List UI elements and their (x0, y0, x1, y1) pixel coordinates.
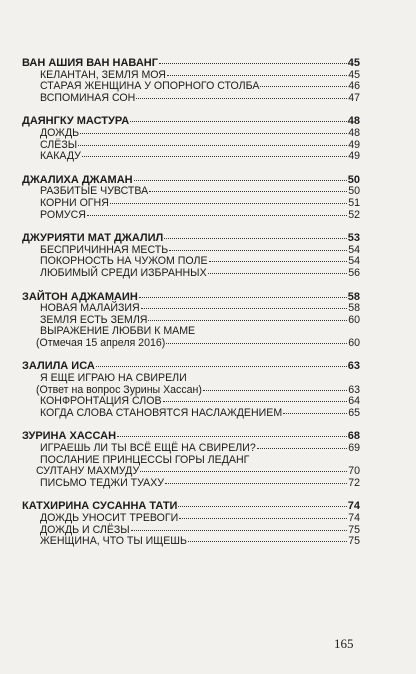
dot-leader (136, 98, 347, 99)
poem-entry-title: ДОЖДЬ И СЛЁЗЫ (40, 523, 130, 536)
poem-entry-page: 50 (348, 185, 360, 198)
author-entry-page: 63 (347, 360, 360, 373)
poem-entry (22, 210, 360, 222)
poem-entry (22, 93, 360, 105)
author-entry-page: 48 (347, 115, 360, 128)
poem-entry-page: 75 (348, 523, 360, 536)
poem-entry-page: 47 (348, 91, 360, 104)
poem-entry-title: ЛЮБИМЫЙ СРЕДИ ИЗБРАННЫХ (40, 266, 207, 279)
poem-entry-title: РАЗБИТЫЕ ЧУВСТВА (40, 185, 149, 198)
poem-entry-title: СТАРАЯ ЖЕНЩИНА У ОПОРНОГО СТОЛБА (40, 80, 260, 93)
poem-entry-title: ДОЖДЬ (40, 126, 80, 139)
author-entry-title: ЗАЛИЛА ИСА (22, 360, 95, 373)
poem-entry-page: 74 (348, 512, 360, 524)
poem-entry (22, 478, 360, 490)
author-entry-title: ЗУРИНА ХАССАН (22, 430, 117, 443)
author-entry-page: 58 (347, 290, 360, 303)
poem-entry-title: ВСПОМИНАЯ СОН (40, 91, 136, 104)
toc-section (22, 361, 360, 419)
poem-entry-page: 46 (348, 80, 360, 93)
author-entry-page: 68 (347, 430, 360, 443)
poem-entry-title: (Отмечая 15 апреля 2016) (36, 336, 166, 349)
poem-entry (22, 338, 360, 350)
dot-leader (257, 448, 347, 449)
poem-entry-title: (Ответ на вопрос Зурины Хассан) (36, 383, 202, 396)
poem-entry (22, 198, 360, 210)
poem-entry (22, 128, 360, 140)
poem-entry-page: 49 (348, 150, 360, 163)
poem-entry-title: ДОЖДЬ УНОСИТ ТРЕВОГИ (40, 512, 179, 524)
dot-leader (283, 413, 347, 414)
author-entry-title: ЗАЙТОН АДЖАМАИН (22, 290, 138, 303)
dot-leader (96, 366, 347, 367)
poem-entry-page: 64 (348, 395, 360, 408)
toc-section (22, 233, 360, 279)
poem-entry-page: 60 (348, 313, 360, 326)
dot-leader (165, 483, 347, 484)
poem-entry-page: 48 (348, 126, 360, 139)
poem-entry-page: 54 (348, 255, 360, 268)
poem-entry-title: КЕЛАНТАН, ЗЕМЛЯ МОЯ (40, 68, 166, 81)
poem-entry-title: ВЫРАЖЕНИЕ ЛЮБВИ К МАМЕ (40, 325, 196, 338)
dot-leader (203, 390, 347, 391)
poem-entry-title: КОГДА СЛОВА СТАНОВЯТСЯ НАСЛАЖДЕНИЕМ (40, 406, 283, 419)
toc-section (22, 501, 360, 547)
toc-section (22, 116, 360, 162)
dot-leader (117, 436, 347, 437)
poem-entry-page: 51 (348, 196, 360, 209)
table-of-contents (22, 58, 360, 548)
dot-leader (209, 261, 347, 262)
poem-entry-title: ПОСЛАНИЕ ПРИНЦЕССЫ ГОРЫ ЛЕДАНГ (40, 453, 250, 466)
author-entry-title: ДЖАЛИХА ДЖАМАН (22, 173, 133, 186)
poem-entry-title: ЗЕМЛЯ ЕСТЬ ЗЕМЛЯ (40, 313, 148, 326)
poem-entry-title: ПОКОРНОСТЬ НА ЧУЖОМ ПОЛЕ (40, 255, 208, 268)
dot-leader (208, 273, 347, 274)
toc-section (22, 175, 360, 221)
dot-leader (167, 75, 347, 76)
poem-entry-title: СУЛТАНУ МАХМУДУ (36, 465, 140, 478)
poem-entry-title: ИГРАЕШЬ ЛИ ТЫ ВСЁ ЕЩЁ НА СВИРЕЛИ? (40, 442, 256, 455)
poem-entry (22, 151, 360, 163)
author-entry-title: ВАН АШИЯ ВАН НАВАНГ (22, 57, 158, 69)
author-entry-title: ДАЯНГКУ МАСТУРА (22, 115, 130, 128)
dot-leader (130, 121, 347, 122)
dot-leader (178, 506, 346, 507)
poem-entry-title: БЕСПРИЧИННАЯ МЕСТЬ (40, 243, 169, 256)
poem-entry-page: 63 (348, 383, 360, 396)
dot-leader (139, 297, 347, 298)
toc-section (22, 431, 360, 489)
dot-leader (149, 191, 347, 192)
poem-entry (22, 536, 360, 548)
poem-entry-title: Я ЕЩЕ ИГРАЮ НА СВИРЕЛИ (40, 372, 187, 385)
section-gap (22, 280, 360, 292)
author-entry-title: КАТХИРИНА СУСАННА ТАТИ (22, 500, 178, 513)
dot-leader (179, 518, 347, 519)
author-entry (22, 233, 360, 245)
poem-entry-title: РОМУСЯ (40, 208, 86, 221)
poem-entry-page: 65 (348, 406, 360, 419)
poem-entry-page: 45 (348, 68, 360, 81)
poem-entry (22, 408, 360, 420)
author-entry-page: 53 (347, 232, 360, 245)
author-entry-page: 50 (347, 173, 360, 186)
toc-section (22, 292, 360, 350)
poem-entry-title: КАКАДУ (40, 150, 81, 163)
section-gap (22, 163, 360, 175)
poem-entry-page: 49 (348, 138, 360, 151)
author-entry-page: 45 (347, 57, 360, 69)
dot-leader (134, 180, 347, 181)
dot-leader (141, 308, 347, 309)
dot-leader (163, 401, 347, 402)
dot-leader (166, 343, 347, 344)
dot-leader (131, 530, 347, 531)
author-entry-page: 74 (347, 500, 360, 513)
poem-entry-title: ПИСЬМО ТЕДЖИ ТУАХУ (40, 476, 165, 489)
poem-entry-title: КОНФРОНТАЦИЯ СЛОВ (40, 395, 162, 408)
dot-leader (188, 541, 347, 542)
poem-entry-page: 72 (348, 476, 360, 489)
dot-leader (140, 471, 347, 472)
poem-entry (22, 268, 360, 280)
poem-entry-page: 75 (348, 535, 360, 548)
dot-leader (148, 320, 347, 321)
dot-leader (87, 215, 347, 216)
poem-entry (22, 303, 360, 315)
dot-leader (159, 63, 347, 64)
author-entry (22, 58, 360, 70)
poem-entry-title: НОВАЯ МАЛАЙЗИЯ (40, 302, 140, 315)
poem-entry-page: 70 (348, 465, 360, 478)
page-number: 165 (334, 636, 354, 651)
poem-entry-title: СЛЁЗЫ (40, 138, 78, 151)
poem-entry-title: КОРНИ ОГНЯ (40, 196, 109, 209)
poem-entry-page: 54 (348, 243, 360, 256)
toc-section (22, 58, 360, 104)
poem-entry-page: 60 (348, 336, 360, 349)
poem-entry (22, 443, 360, 455)
dot-leader (164, 238, 346, 239)
poem-entry-page: 69 (348, 442, 360, 455)
poem-entry-page: 52 (348, 208, 360, 221)
dot-leader (80, 133, 347, 134)
dot-leader (78, 145, 347, 146)
dot-leader (169, 250, 347, 251)
dot-leader (82, 156, 347, 157)
dot-leader (260, 86, 347, 87)
dot-leader (110, 203, 347, 204)
poem-entry-page: 58 (348, 302, 360, 315)
author-entry-title: ДЖУРИЯТИ МАТ ДЖАЛИЛ (22, 232, 164, 245)
poem-entry (22, 373, 360, 385)
poem-entry (22, 513, 360, 525)
poem-entry-title: ЖЕНЩИНА, ЧТО ТЫ ИЩЕШЬ (40, 535, 187, 548)
poem-entry-page: 56 (348, 266, 360, 279)
